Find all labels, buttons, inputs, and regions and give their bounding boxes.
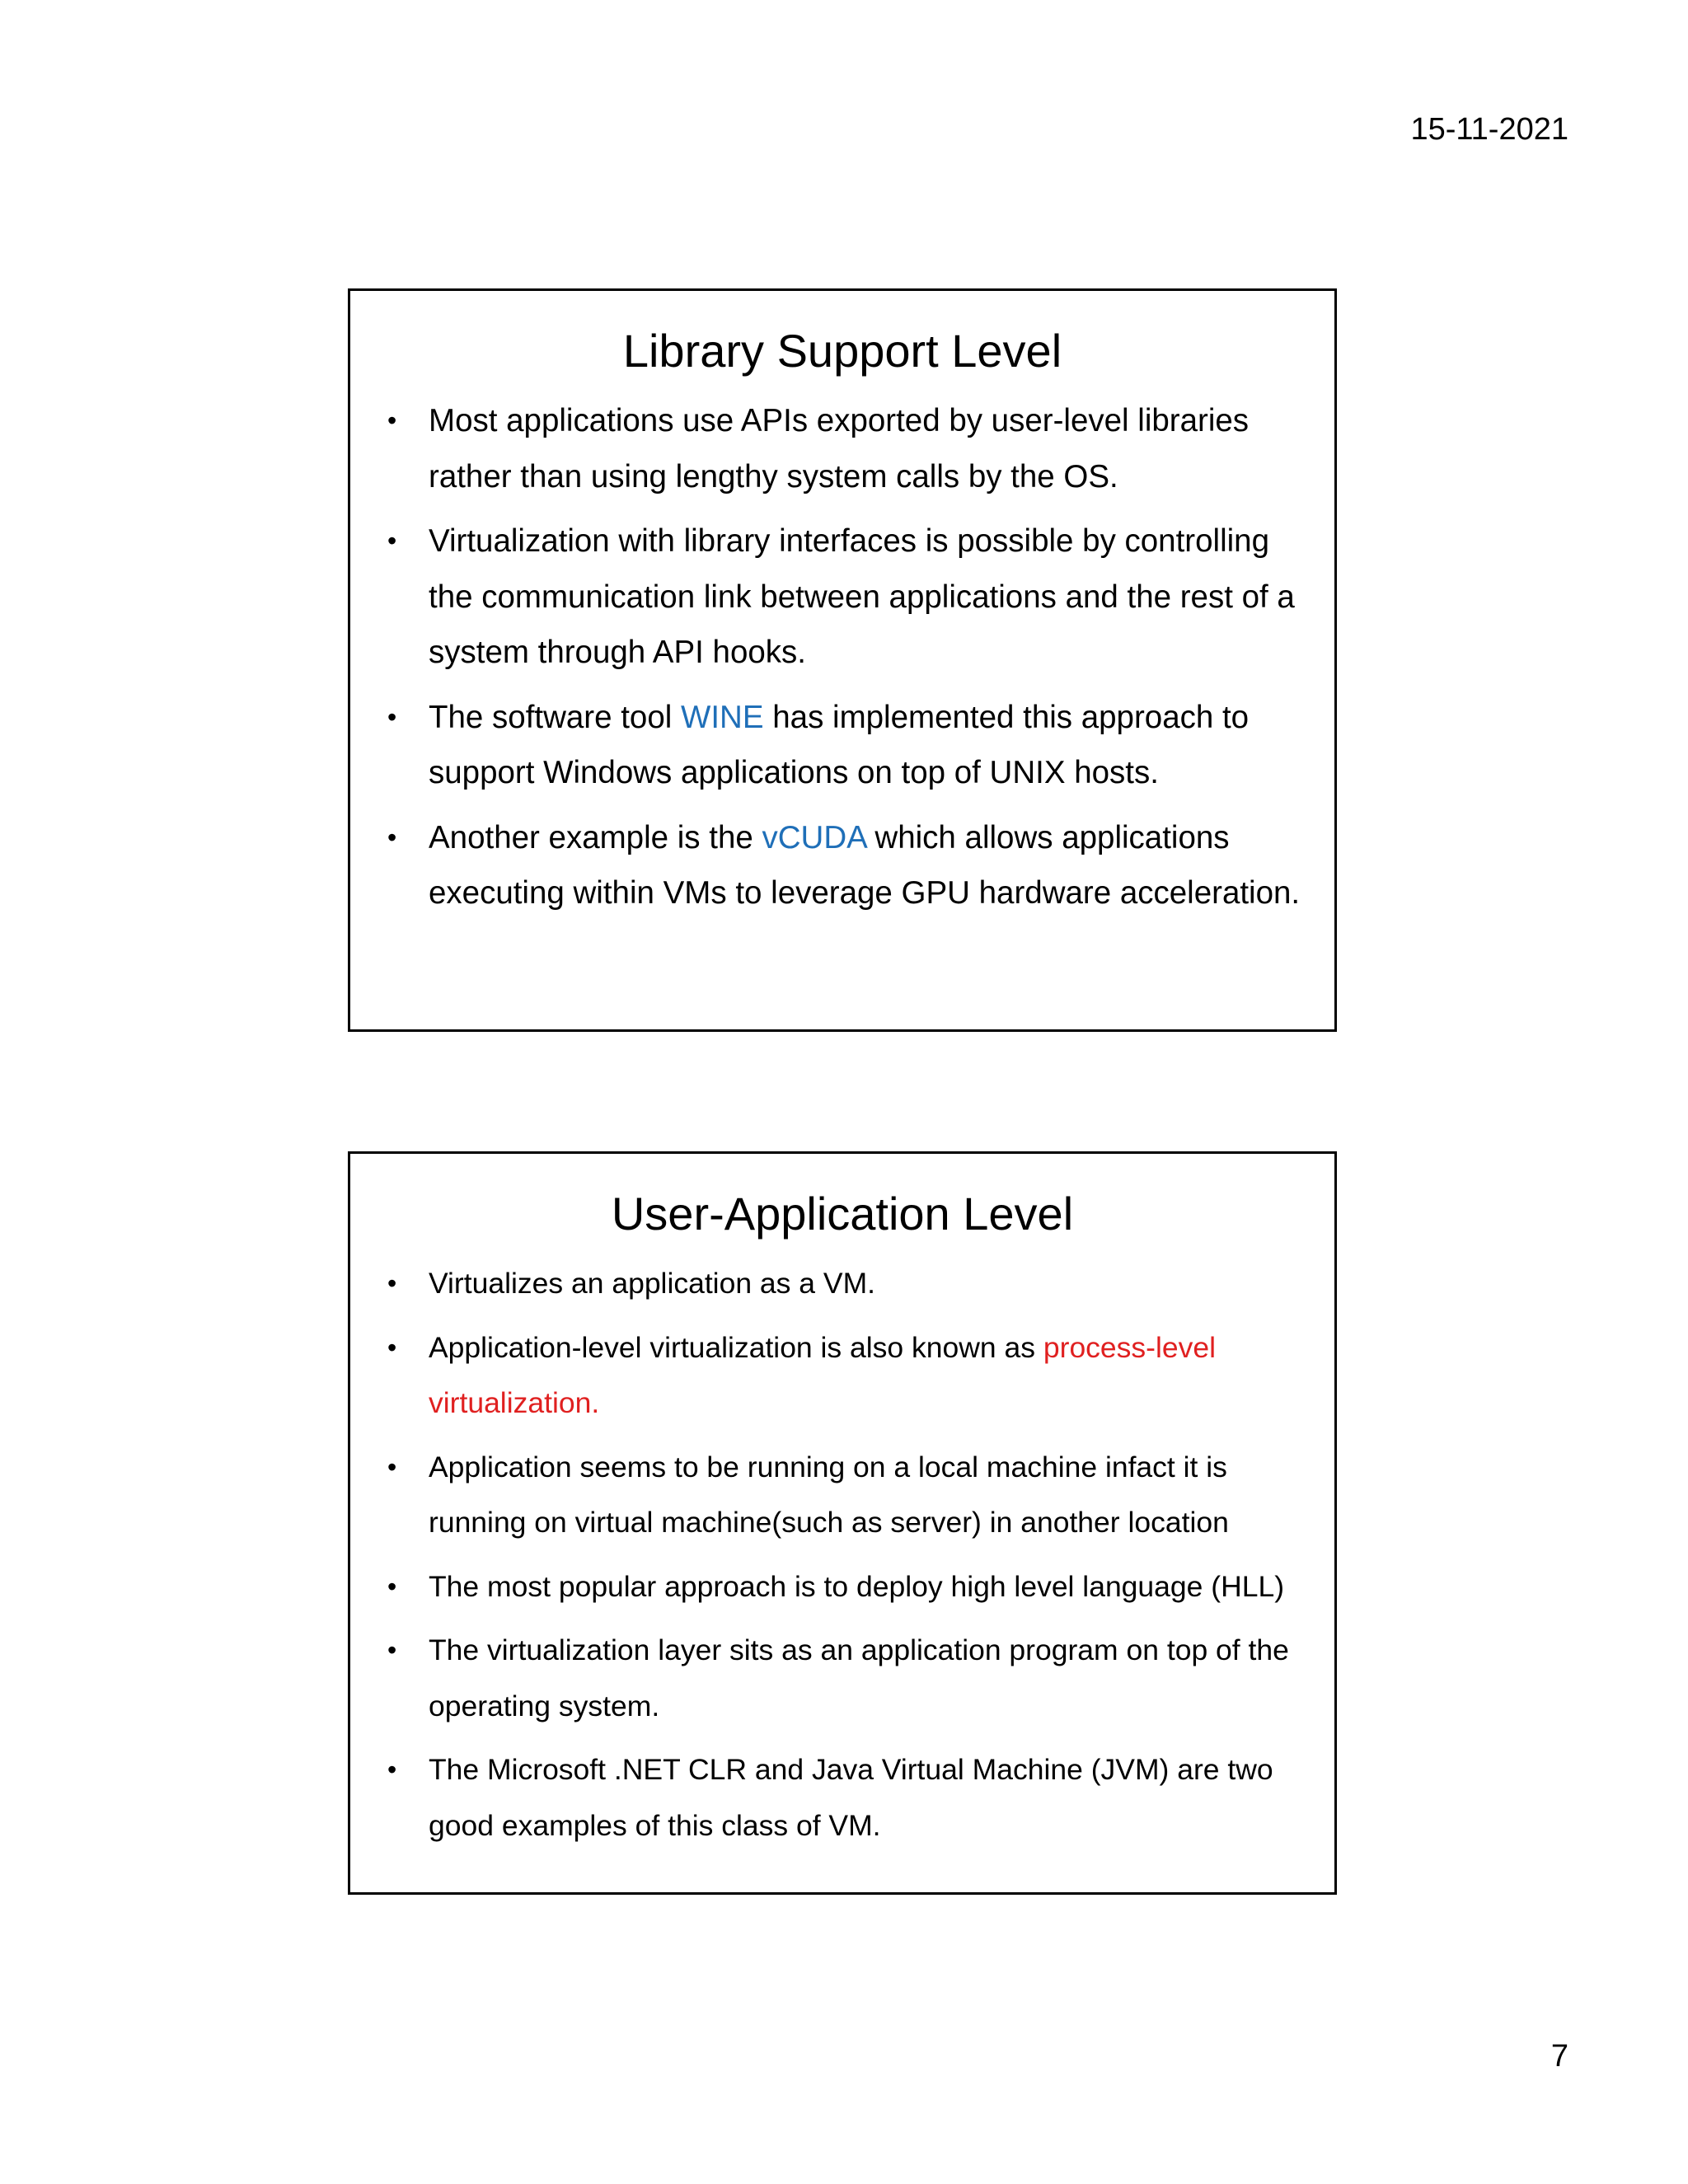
process-level-highlight: process-level virtualization. [429, 1330, 1217, 1419]
bullet-text-post: which allows applications executing within VMs to leverage GPU hardware acceleration. [429, 819, 1301, 911]
slide-date: 15-11-2021 [1410, 112, 1568, 147]
bullet-item [387, 393, 1318, 504]
bullet-item [387, 1742, 1318, 1854]
bullet-icon: • [387, 1755, 397, 1784]
slide-title: Library Support Level [622, 325, 1062, 377]
bullet-item [387, 513, 1318, 681]
bullet-text: The Microsoft .NET CLR and Java Virtual Machine (JVM) are two good examples of this class of VM. [429, 1753, 1273, 1842]
bullet-icon: • [387, 1451, 397, 1482]
bullet-text: Virtualization with library interfaces is possible by controlling the communication link between applications and the rest of a system through API hooks. [429, 523, 1295, 670]
bullet-icon: • [387, 1571, 397, 1601]
bullet-icon: • [387, 526, 397, 555]
slide-user-application-level [348, 1151, 1337, 1895]
bullet-item [387, 690, 1318, 801]
bullet-text-pre: Application-level virtualization is also known as [429, 1330, 1043, 1364]
bullet-item [387, 1440, 1318, 1551]
bullet-icon: • [387, 1268, 397, 1298]
wine-highlight: WINE [681, 699, 764, 735]
bullet-item [387, 1623, 1318, 1734]
bullet-list [350, 1256, 1334, 1854]
bullet-item [387, 1320, 1318, 1432]
bullet-item [387, 810, 1318, 921]
bullet-text: Virtualizes an application as a VM. [429, 1267, 875, 1300]
bullet-item [387, 1559, 1318, 1615]
bullet-icon: • [387, 405, 397, 435]
page-number: 7 [1550, 2039, 1568, 2074]
bullet-text: The most popular approach is to deploy high level language (HLL) [429, 1569, 1285, 1603]
bullet-icon: • [387, 1635, 397, 1665]
bullet-text-pre: The software tool [429, 699, 682, 735]
bullet-list [350, 393, 1334, 921]
bullet-text: Application seems to be running on a local machine infact it is running on virtual machine(such as server) in another location [429, 1450, 1229, 1539]
slide-title: User-Application Level [611, 1188, 1074, 1240]
bullet-text-post: has implemented this approach to support Windows applications on top of UNIX hosts. [429, 699, 1250, 790]
bullet-text: Most applications use APIs exported by user-level libraries rather than using lengthy system calls by the OS. [429, 403, 1250, 494]
bullet-item [387, 1256, 1318, 1312]
bullet-text: The virtualization layer sits as an application program on top of the operating system. [429, 1633, 1289, 1722]
bullet-icon: • [387, 1332, 397, 1362]
bullet-icon: • [387, 822, 397, 852]
bullet-icon: • [387, 701, 397, 732]
slide-library-support-level [348, 288, 1337, 1032]
bullet-text-pre: Another example is the [429, 819, 762, 855]
vcuda-highlight: vCUDA [762, 819, 866, 855]
